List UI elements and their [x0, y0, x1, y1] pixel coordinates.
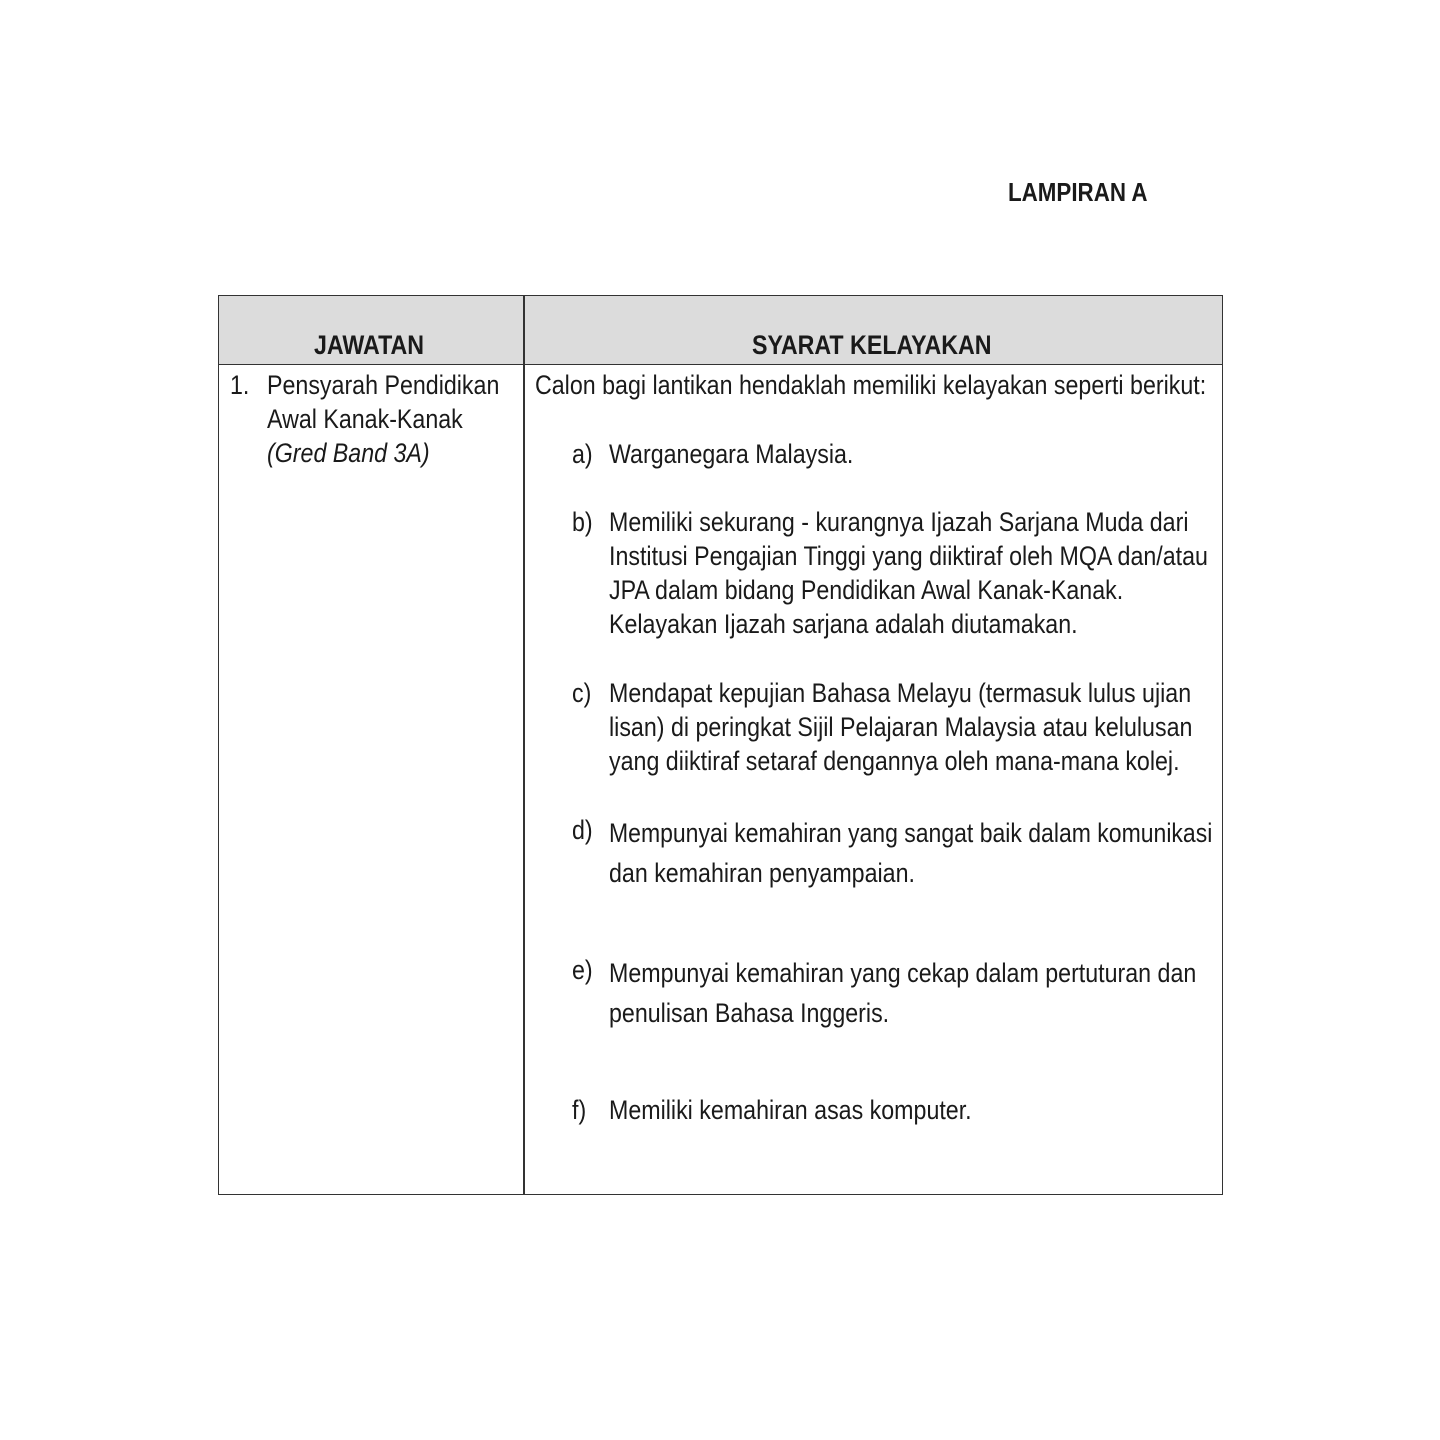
requirement-text: Mempunyai kemahiran yang sangat baik dalam komunikasi dan kemahiran penyampaian. [609, 818, 1213, 888]
table-header-row [219, 296, 1222, 365]
qualifications-table [218, 295, 1223, 1195]
requirements-intro: Calon bagi lantikan hendaklah memiliki kelayakan seperti berikut: [535, 370, 1207, 400]
requirement-marker: a) [572, 439, 593, 469]
position-title-line: Awal Kanak-Kanak [267, 404, 463, 434]
position-title-line: Pensyarah Pendidikan [267, 370, 500, 400]
requirement-text: Warganegara Malaysia. [609, 439, 854, 469]
requirement-text: Mempunyai kemahiran yang cekap dalam pertuturan dan penulisan Bahasa Inggeris. [609, 958, 1197, 1028]
header-requirements: SYARAT KELAYAKAN [752, 330, 992, 360]
position-grade: (Gred Band 3A) [267, 438, 430, 468]
requirement-marker: c) [572, 678, 592, 708]
requirement-marker: e) [572, 955, 593, 985]
header-position: JAWATAN [314, 330, 425, 360]
requirement-marker: f) [572, 1095, 587, 1125]
requirement-marker: b) [572, 507, 593, 537]
requirement-text: Memiliki sekurang - kurangnya Ijazah Sarjana Muda dari Institusi Pengajian Tinggi yang diiktiraf oleh MQA dan/atau JPA dalam bidang Pendidikan Awal Kanak-Kanak. Kelayakan Ijazah sarjana adalah diutamakan. [609, 507, 1208, 639]
position-number: 1. [230, 370, 250, 400]
annex-label: LAMPIRAN A [1008, 177, 1148, 207]
position-title [267, 368, 537, 470]
requirement-text: Memiliki kemahiran asas komputer. [609, 1095, 972, 1125]
requirement-marker: d) [572, 815, 593, 845]
requirement-text: Mendapat kepujian Bahasa Melayu (termasuk lulus ujian lisan) di peringkat Sijil Pelajaran Malaysia atau kelulusan yang diiktiraf setaraf dengannya oleh mana-mana kolej. [609, 678, 1193, 776]
